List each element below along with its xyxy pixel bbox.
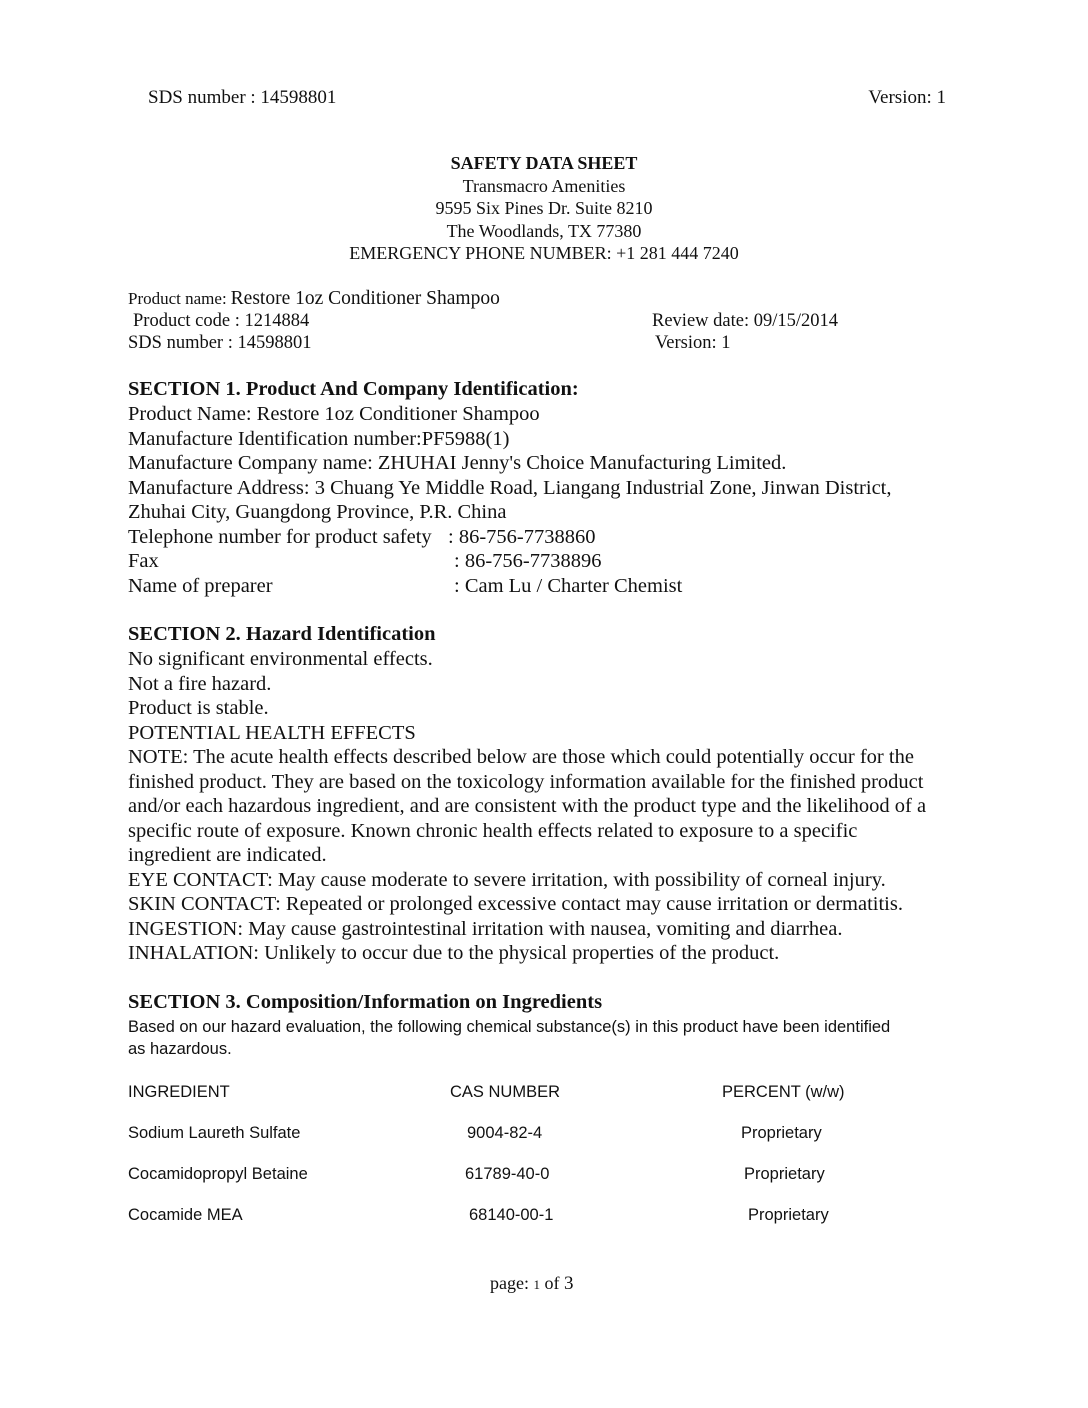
percent-value: Proprietary (748, 1206, 829, 1224)
title-block (0, 152, 1088, 265)
section2-line: and/or each hazardous ingredient, and are consistent with the product type and the likelihood of a (128, 795, 927, 817)
section2-line: SKIN CONTACT: Repeated or prolonged excessive contact may cause irritation or dermatitis. (128, 893, 903, 915)
section2-line: finished product. They are based on the toxicology information available for the finished product (128, 770, 924, 793)
contact-value: : Cam Lu / Charter Chemist (454, 574, 683, 597)
percent-value: Proprietary (744, 1165, 825, 1183)
cas-number: 68140-00-1 (469, 1206, 554, 1224)
section1-line: Manufacture Address: 3 Chuang Ye Middle Road, Liangang Industrial Zone, Jinwan District, (128, 476, 892, 499)
cas-number: 9004-82-4 (467, 1124, 543, 1142)
page-prefix: page: (490, 1273, 529, 1293)
page-of: of (544, 1273, 560, 1293)
contact-row-telephone (128, 525, 892, 550)
contact-label: Fax (128, 550, 159, 572)
header-sds-number: SDS number : 14598801 (148, 87, 337, 108)
contact-row-fax (128, 549, 892, 574)
section1-line: Manufacture Company name: ZHUHAI Jenny's Choice Manufacturing Limited. (128, 452, 787, 474)
section2-line: INHALATION: Unlikely to occur due to the physical properties of the product. (128, 942, 780, 964)
page-number: 1 (533, 1277, 540, 1292)
contact-label: Telephone number for product safety (128, 525, 432, 548)
review-date: Review date: 09/15/2014 (652, 311, 838, 331)
header-version: Version: 1 (868, 87, 946, 108)
company-address-line1: 9595 Six Pines Dr. Suite 8210 (435, 198, 653, 218)
contact-value: : 86-756-7738860 (448, 525, 596, 548)
section1-body (128, 402, 892, 598)
section2-line: No significant environmental effects. (128, 648, 433, 670)
section2-line: POTENTIAL HEALTH EFFECTS (128, 721, 416, 744)
section1-line: Zhuhai City, Guangdong Province, P.R. China (128, 501, 507, 523)
section1-line: Manufacture Identification number:PF5988(1) (128, 427, 510, 450)
column-header-ingredient: INGREDIENT (128, 1083, 230, 1101)
product-name-row (128, 288, 500, 310)
section2-line: NOTE: The acute health effects described below are those which could potentially occur for the (128, 746, 914, 768)
product-name-value: Restore 1oz Conditioner Shampoo (230, 288, 500, 309)
product-name-label: Product name: (128, 289, 227, 308)
product-code: Product code : 1214884 (133, 311, 310, 331)
section2-line: Not a fire hazard. (128, 672, 272, 695)
section3-intro (128, 1017, 890, 1060)
cas-number: 61789-40-0 (465, 1165, 550, 1183)
page-footer (490, 1273, 573, 1295)
percent-value: Proprietary (741, 1124, 822, 1142)
document-title: SAFETY DATA SHEET (450, 153, 638, 173)
column-header-percent: PERCENT (w/w) (722, 1083, 845, 1101)
page-total: 3 (563, 1273, 574, 1294)
section3-intro-line: Based on our hazard evaluation, the following chemical substance(s) in this product have been identified (128, 1018, 891, 1036)
section1-line: Product Name: Restore 1oz Conditioner Shampoo (128, 403, 540, 425)
contact-label: Name of preparer (128, 574, 273, 597)
contact-row-preparer (128, 574, 892, 599)
company-name: Transmacro Amenities (462, 175, 626, 196)
section3-title: SECTION 3. Composition/Information on Ingredients (128, 991, 603, 1013)
section2-title: SECTION 2. Hazard Identification (128, 623, 436, 645)
ingredient-name: Sodium Laureth Sulfate (128, 1124, 301, 1142)
product-version: Version: 1 (655, 333, 731, 353)
emergency-phone: EMERGENCY PHONE NUMBER: +1 281 444 7240 (349, 243, 739, 263)
product-sds-number: SDS number : 14598801 (128, 333, 312, 353)
section1-title: SECTION 1. Product And Company Identification: (128, 378, 579, 400)
section2-body (128, 647, 926, 966)
column-header-cas-number: CAS NUMBER (450, 1083, 561, 1101)
section3-intro-line: as hazardous. (128, 1039, 232, 1058)
section2-line: specific route of exposure. Known chronic health effects related to exposure to a specific (128, 819, 858, 842)
company-address-line2: The Woodlands, TX 77380 (446, 220, 642, 241)
section2-line: EYE CONTACT: May cause moderate to severe irritation, with possibility of corneal injury. (128, 868, 886, 891)
section2-line: Product is stable. (128, 697, 269, 719)
ingredient-name: Cocamidopropyl Betaine (128, 1165, 308, 1183)
section2-line: ingredient are indicated. (128, 844, 327, 866)
contact-value: : 86-756-7738896 (454, 550, 602, 572)
ingredient-name: Cocamide MEA (128, 1206, 243, 1224)
section2-line: INGESTION: May cause gastrointestinal irritation with nausea, vomiting and diarrhea. (128, 917, 843, 940)
